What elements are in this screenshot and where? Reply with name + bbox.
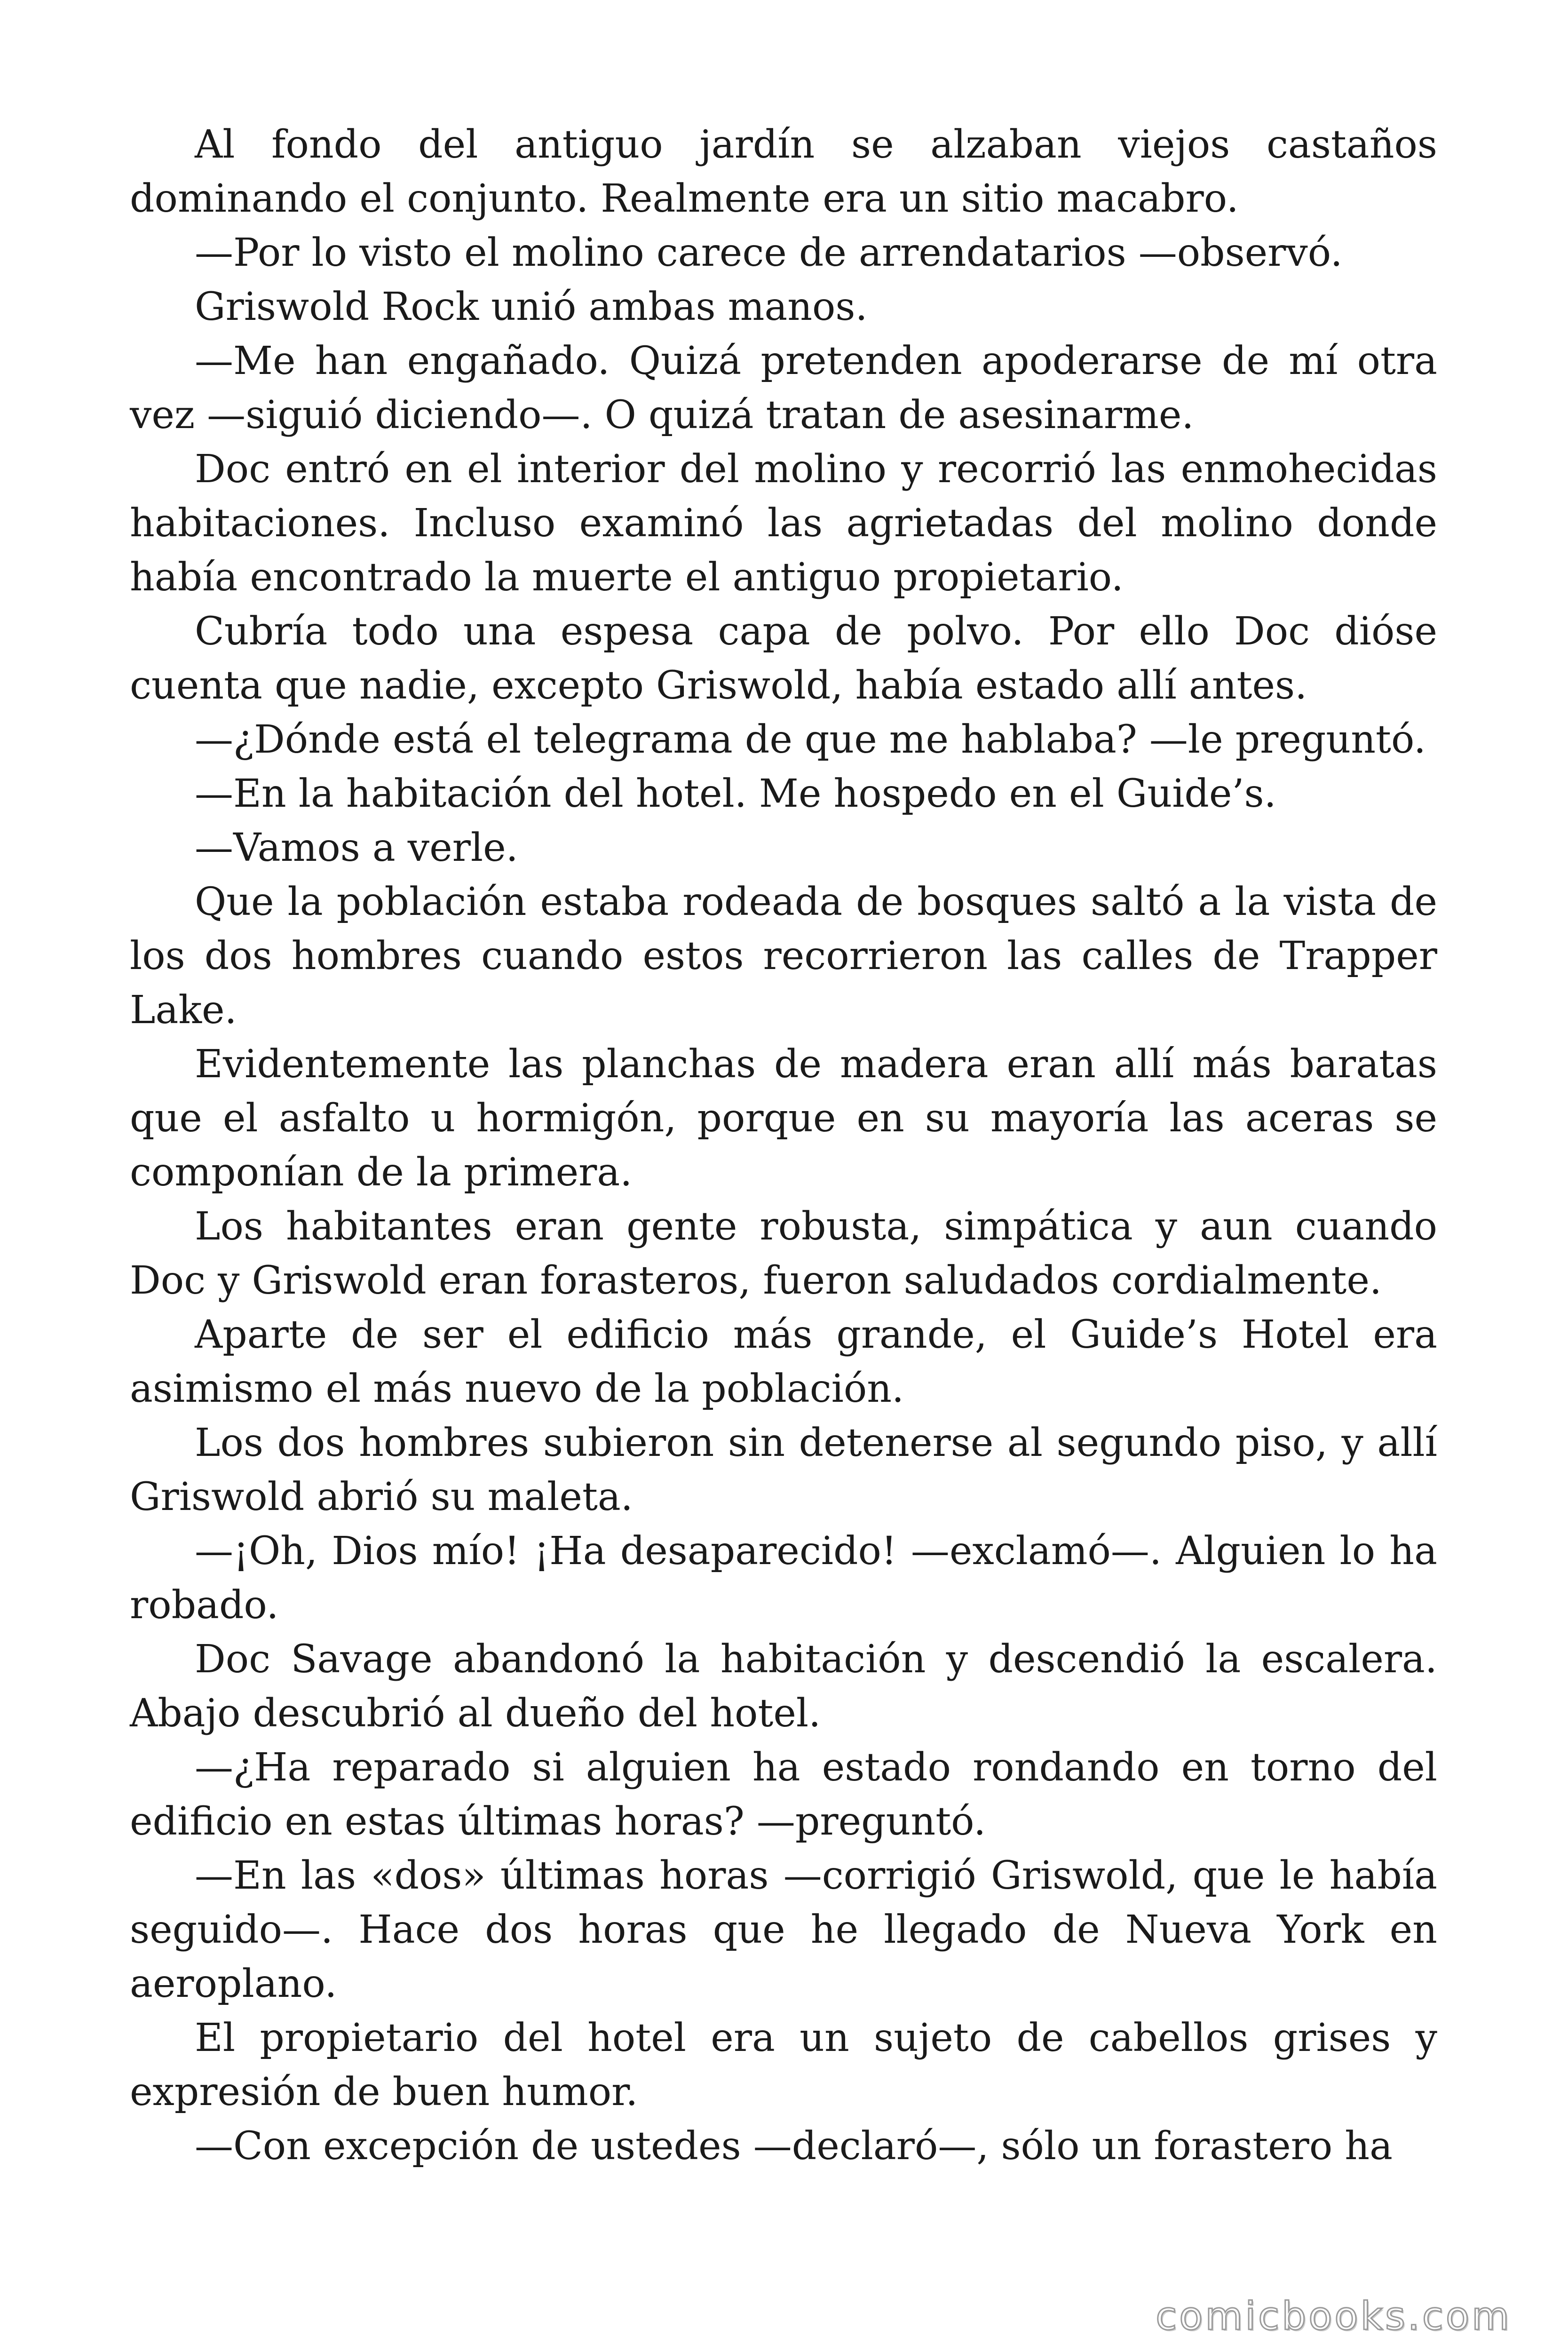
paragraph: —En las «dos» últimas horas —corrigió Griswold, que le había seguido—. Hace dos horas que he llegado de Nueva York en aeroplano.	[130, 1853, 1437, 2006]
paragraph: Cubría todo una espesa capa de polvo. Por ello Doc dióse cuenta que nadie, excepto Griswold, había estado allí antes.	[130, 609, 1437, 708]
paragraph: Que la población estaba rodeada de bosques saltó a la vista de los dos hombres cuando estos recorrieron las calles de Trapper Lake.	[130, 880, 1437, 1033]
paragraph: Al fondo del antiguo jardín se alzaban viejos castaños dominando el conjunto. Realmente era un sitio macabro.	[130, 122, 1437, 221]
paragraph: —En la habitación del hotel. Me hospedo en el Guide’s.	[195, 771, 1276, 816]
paragraph: Los dos hombres subieron sin detenerse al segundo piso, y allí Griswold abrió su maleta.	[130, 1421, 1437, 1519]
paragraph: —Me han engañado. Quizá pretenden apoderarse de mí otra vez —siguió diciendo—. O quizá tratan de asesinarme.	[130, 339, 1437, 437]
paragraph: Doc Savage abandonó la habitación y descendió la escalera. Abajo descubrió al dueño del hotel.	[130, 1637, 1437, 1736]
page-text	[130, 118, 1437, 2173]
paragraph: Los habitantes eran gente robusta, simpática y aun cuando Doc y Griswold eran forasteros, fueron saludados cordialmente.	[130, 1204, 1437, 1303]
paragraph: —Vamos a verle.	[195, 826, 518, 870]
paragraph: Griswold Rock unió ambas manos.	[195, 285, 868, 329]
paragraph: Aparte de ser el edificio más grande, el Guide’s Hotel era asimismo el más nuevo de la población.	[130, 1312, 1437, 1411]
paragraph: Evidentemente las planchas de madera eran allí más baratas que el asfalto u hormigón, porque en su mayoría las aceras se componían de la primera.	[130, 1042, 1437, 1195]
paragraph: —Por lo visto el molino carece de arrendatarios —observó.	[195, 230, 1343, 275]
paragraph: —Con excepción de ustedes —declaró—, sólo un forastero ha	[195, 2124, 1393, 2169]
paragraph: —¿Ha reparado si alguien ha estado rondando en torno del edificio en estas últimas horas? —preguntó.	[130, 1745, 1437, 1844]
paragraph: Doc entró en el interior del molino y recorrió las enmohecidas habitaciones. Incluso examinó las agrietadas del molino donde había encontrado la muerte el antiguo propietario.	[130, 447, 1437, 600]
paragraph: —¿Dónde está el telegrama de que me hablaba? —le preguntó.	[195, 717, 1426, 762]
paragraph: El propietario del hotel era un sujeto de cabellos grises y expresión de buen humor.	[130, 2016, 1437, 2114]
paragraph: —¡Oh, Dios mío! ¡Ha desaparecido! —exclamó—. Alguien lo ha robado.	[130, 1529, 1437, 1628]
watermark: comicbooks.com	[1156, 2294, 1512, 2339]
